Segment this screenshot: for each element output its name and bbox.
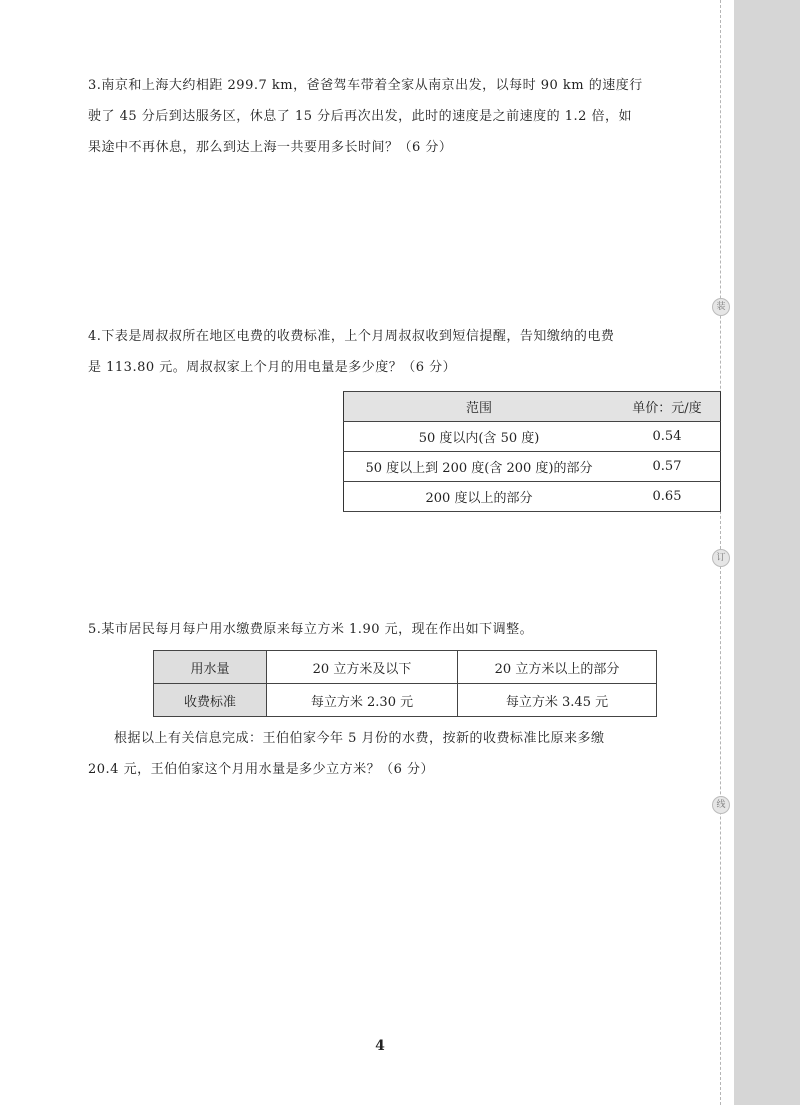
range-cell: 50 度以内(含 50 度) bbox=[344, 422, 615, 452]
tier-2-cell: 20 立方米以上的部分 bbox=[458, 651, 657, 684]
price-cell: 0.54 bbox=[614, 422, 721, 452]
binding-margin-strip bbox=[734, 0, 800, 1105]
table-row bbox=[344, 482, 721, 512]
question-5-body bbox=[88, 723, 714, 785]
table-row bbox=[154, 684, 657, 717]
tier-1-price-cell: 每立方米 2.30 元 bbox=[267, 684, 458, 717]
question-5-line-2: 根据以上有关信息完成：王伯伯家今年 5 月份的水费，按新的收费标准比原来多缴 bbox=[114, 731, 605, 746]
question-4-line-2: 是 113.80 元。周叔叔家上个月的用电量是多少度？（6 分） bbox=[88, 360, 457, 375]
binding-mark-ding: 订 bbox=[712, 549, 730, 567]
range-cell: 50 度以上到 200 度(含 200 度)的部分 bbox=[344, 452, 615, 482]
binding-mark-xian: 线 bbox=[712, 796, 730, 814]
tier-2-price-cell: 每立方米 3.45 元 bbox=[458, 684, 657, 717]
page-number: 4 bbox=[375, 1038, 385, 1054]
table-row bbox=[344, 422, 721, 452]
question-3-line-2: 驶了 45 分后到达服务区，休息了 15 分后再次出发，此时的速度是之前速度的 1.2 倍，如 bbox=[88, 109, 633, 124]
question-3-line-3: 果途中不再休息，那么到达上海一共要用多长时间？（6 分） bbox=[88, 140, 453, 155]
question-3-line-1: 3.南京和上海大约相距 299.7 km，爸爸驾车带着全家从南京出发，以每时 90 km 的速度行 bbox=[88, 78, 643, 93]
fee-standard-label: 收费标准 bbox=[154, 684, 267, 717]
price-cell: 0.65 bbox=[614, 482, 721, 512]
price-cell: 0.57 bbox=[614, 452, 721, 482]
table-row bbox=[154, 651, 657, 684]
question-4 bbox=[88, 321, 714, 383]
water-rate-table bbox=[153, 650, 657, 717]
range-cell: 200 度以上的部分 bbox=[344, 482, 615, 512]
question-5 bbox=[88, 614, 714, 645]
header-unit-price: 单价：元/度 bbox=[614, 392, 721, 422]
header-range: 范围 bbox=[344, 392, 615, 422]
electricity-rate-table bbox=[343, 391, 721, 512]
question-5-line-3: 20.4 元，王伯伯家这个月用水量是多少立方米？（6 分） bbox=[88, 762, 434, 777]
tier-1-cell: 20 立方米及以下 bbox=[267, 651, 458, 684]
binding-mark-zhuang: 装 bbox=[712, 298, 730, 316]
question-5-line-1: 5.某市居民每月每户用水缴费原来每立方米 1.90 元，现在作出如下调整。 bbox=[88, 622, 534, 637]
question-4-line-1: 4.下表是周叔叔所在地区电费的收费标准，上个月周叔叔收到短信提醒，告知缴纳的电费 bbox=[88, 329, 615, 344]
water-usage-label: 用水量 bbox=[154, 651, 267, 684]
table-header-row bbox=[344, 392, 721, 422]
table-row bbox=[344, 452, 721, 482]
question-3 bbox=[88, 70, 714, 163]
